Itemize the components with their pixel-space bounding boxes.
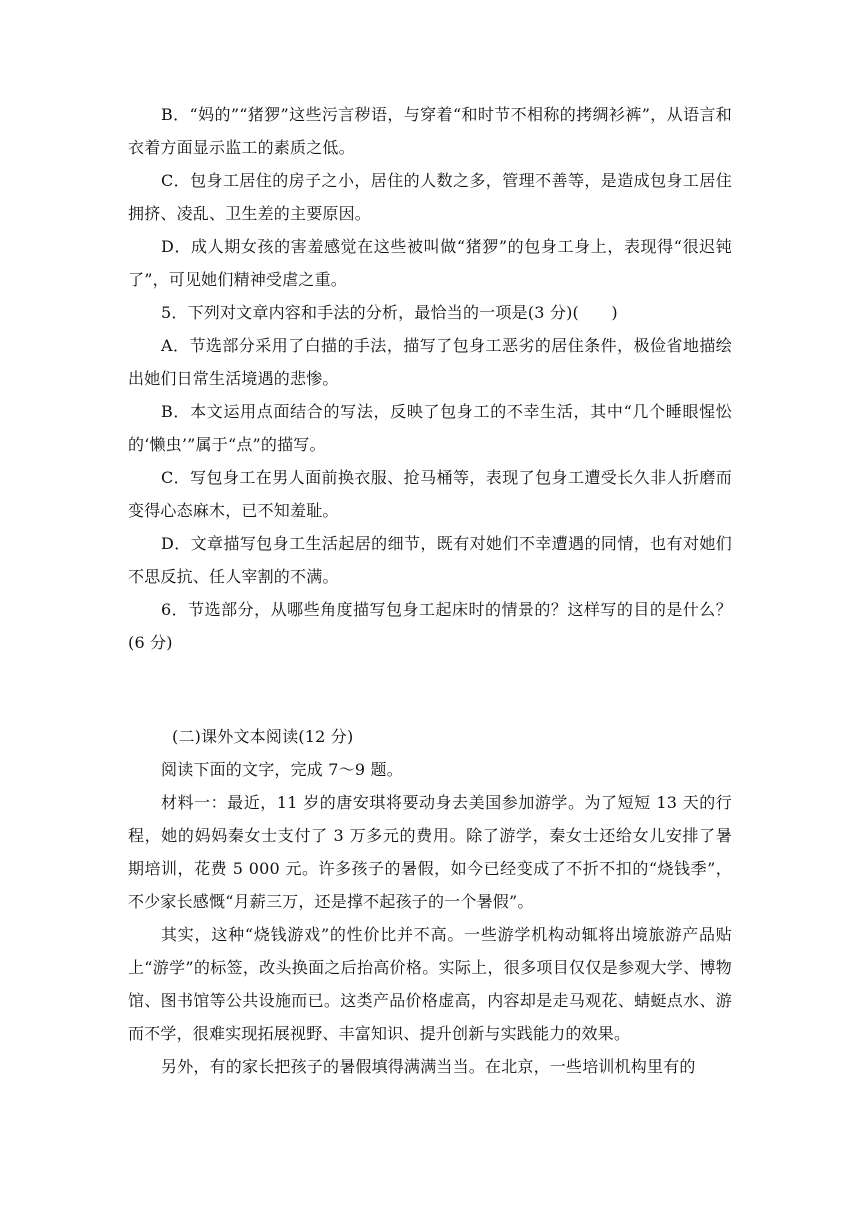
option-b-paragraph: B．“妈的”“猪猡”这些污言秽语，与穿着“和时节不相称的拷绸衫裤”，从语言和衣着方面显示监工的素质之低。 [128, 105, 732, 157]
q5-option-c: C．写包身工在男人面前换衣服、抢马桶等，表现了包身工遭受长久非人折磨而变得心态麻木，已不知羞耻。 [128, 468, 732, 520]
material-one-paragraph: 材料一：最近，11 岁的唐安琪将要动身去美国参加游学。为了短短 13 天的行程，她的妈妈秦女士支付了 3 万多元的费用。除了游学，秦女士还给女儿安排了暑期培训，花费 5 000 元。许多孩子的暑假，如今已经变成了不折不扣的“烧钱季”，不少家长感慨“月薪三万，还是撑不起孩子的一个暑假”。 [128, 793, 732, 911]
reading-instruction: 阅读下面的文字，完成 7～9 题。 [161, 760, 403, 779]
question-5: 5．下列对文章内容和手法的分析，最恰当的一项是(3 分)( ) [161, 303, 618, 322]
question-6: 6．节选部分，从哪些角度描写包身工起床时的情景的？这样写的目的是什么？(6 分) [128, 600, 732, 652]
q5-option-d: D．文章描写包身工生活起居的细节，既有对她们不幸遭遇的同情，也有对她们不思反抗、任人宰割的不满。 [128, 534, 732, 586]
q5-option-b: B．本文运用点面结合的写法，反映了包身工的不幸生活，其中“几个睡眼惺忪的‘懒虫’”属于“点”的描写。 [128, 402, 732, 454]
body-paragraph-3: 另外，有的家长把孩子的暑假填得满满当当。在北京，一些培训机构里有的 [161, 1057, 696, 1076]
option-c-paragraph: C．包身工居住的房子之小，居住的人数之多，管理不善等，是造成包身工居住拥挤、凌乱、卫生差的主要原因。 [128, 171, 732, 223]
body-paragraph-2: 其实，这种“烧钱游戏”的性价比并不高。一些游学机构动辄将出境旅游产品贴上“游学”的标签，改头换面之后抬高价格。实际上，很多项目仅仅是参观大学、博物馆、图书馆等公共设施而已。这类产品价格虚高，内容却是走马观花、蜻蜓点水、游而不学，很难实现拓展视野、丰富知识、提升创新与实践能力的效果。 [128, 925, 732, 1043]
section-heading: (二)课外文本阅读(12 分) [172, 727, 354, 746]
option-d-paragraph: D．成人期女孩的害羞感觉在这些被叫做“猪猡”的包身工身上，表现得“很迟钝了”，可见她们精神受虐之重。 [128, 237, 732, 289]
q5-option-a: A．节选部分采用了白描的手法，描写了包身工恶劣的居住条件，极俭省地描绘出她们日常生活境遇的悲惨。 [128, 336, 732, 388]
